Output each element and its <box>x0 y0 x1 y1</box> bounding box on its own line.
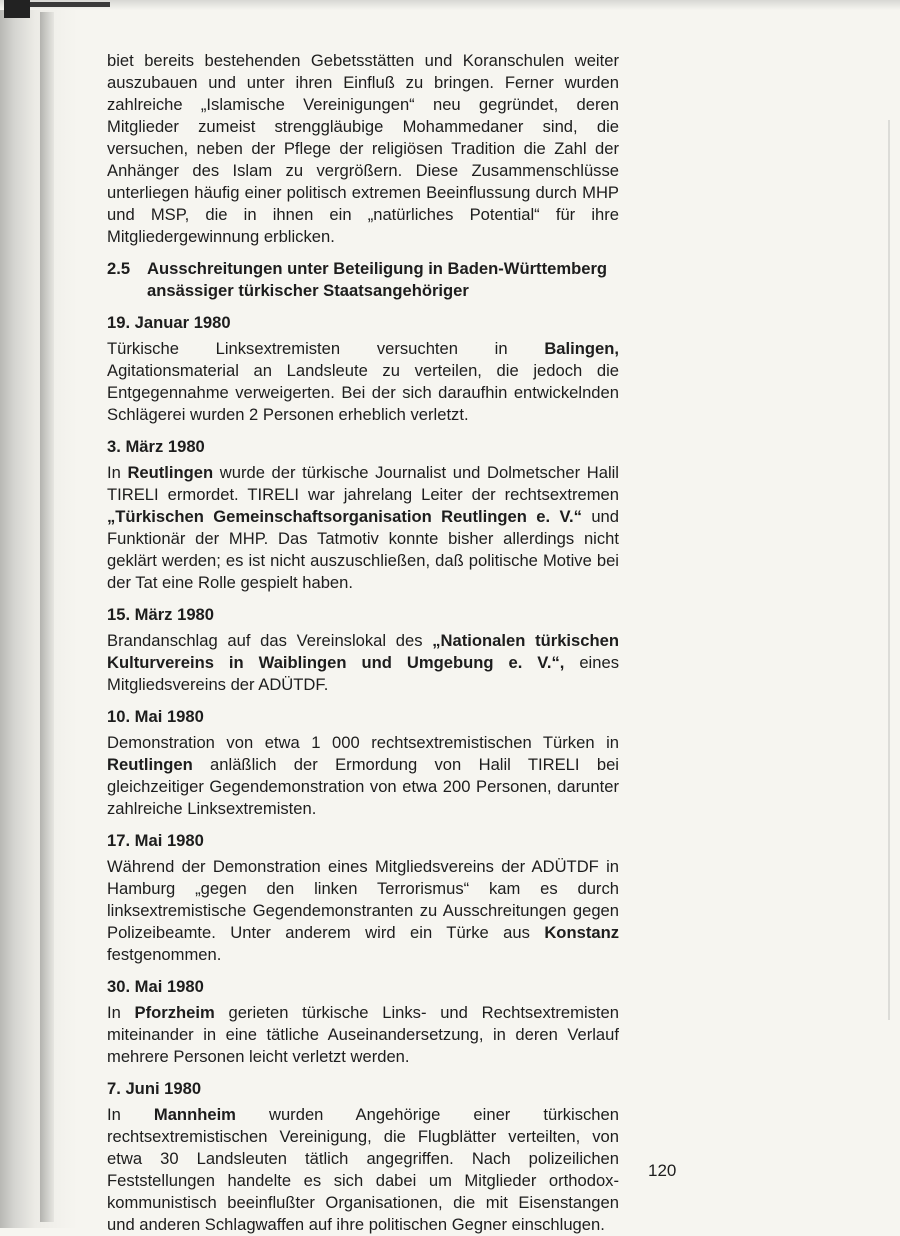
entry-text <box>107 1104 619 1236</box>
entry-text-segment: In <box>107 1105 154 1124</box>
entry-text <box>107 732 619 820</box>
entry-text-segment: Demonstration von etwa 1 000 rechtsextremistischen Türken in <box>107 733 619 752</box>
entry-text-segment: eines Mitgliedsvereins der ADÜTDF. <box>107 653 619 694</box>
entry-text <box>107 856 619 966</box>
entry-text-segment: Türkische Linksextremisten versuchten in <box>107 339 545 358</box>
section-heading <box>107 258 619 302</box>
entry-text-segment: In <box>107 1003 135 1022</box>
entry-text <box>107 462 619 594</box>
top-edge-shadow <box>0 0 900 10</box>
entry-text-segment: wurde der türkische Journalist und Dolmetscher Halil TIRELI ermordet. TIRELI war jahrelang Leiter der rechtsextremen <box>107 463 619 504</box>
entry-text <box>107 338 619 426</box>
entry-date: 19. Januar 1980 <box>107 313 231 332</box>
page-number: 120 <box>648 1161 677 1180</box>
entry-emphasis: Konstanz <box>544 923 619 942</box>
section-number: 2.5 <box>107 259 131 278</box>
entry-emphasis: Reutlingen <box>107 755 193 774</box>
entry-text-segment: Brandanschlag auf das Vereinslokal des <box>107 631 433 650</box>
entry-date: 15. März 1980 <box>107 605 215 624</box>
entry-date: 17. Mai 1980 <box>107 831 204 850</box>
section-title: Ausschreitungen unter Beteiligung in Baden-Württemberg ansässiger türkischer Staatsangehöriger <box>147 259 608 300</box>
entry-emphasis: Pforzheim <box>134 1003 215 1022</box>
binding-strip <box>40 12 54 1222</box>
entry-date: 7. Juni 1980 <box>107 1079 202 1098</box>
scan-corner-mark <box>4 0 30 18</box>
entry-text-segment: In <box>107 463 128 482</box>
page-binding-shadow <box>0 0 78 1228</box>
right-edge-line <box>888 120 890 1020</box>
entry-text <box>107 1002 619 1068</box>
entry-date: 30. Mai 1980 <box>107 977 204 996</box>
entry-text-segment: anläßlich der Ermordung von Halil TIRELI bei gleichzeitiger Gegendemonstration von etwa 200 Personen, darunter zahlreiche Linksextremisten. <box>107 755 619 818</box>
intro-paragraph: biet bereits bestehenden Gebetsstätten und Koranschulen weiter auszubauen und unter ihren Einfluß zu bringen. Ferner wurden zahlreiche „Islamische Vereinigungen“ neu gegründet, deren Mitglieder zumeist strenggläubige Mohammedaner sind, die versuchen, neben der Pflege der religiösen Tradition die Zahl der Anhänger des Islam zu vergrößern. Diese Zusammenschlüsse unterliegen häufig einer politisch extremen Beeinflussung durch MHP und MSP, die in ihnen ein „natürliches Potential“ für ihre Mitgliedergewinnung erblicken. <box>107 51 619 246</box>
entry-text <box>107 630 619 696</box>
entry-text-segment: gerieten türkische Links- und Rechtsextremisten miteinander in eine tätliche Auseinandersetzung, in deren Verlauf mehrere Personen leicht verletzt werden. <box>107 1003 619 1066</box>
entry-text-segment: Agitationsmaterial an Landsleute zu verteilen, die jedoch die Entgegennahme verweigerten. Bei der sich daraufhin entwickelnden Schlägerei wurden 2 Personen erheblich verletzt. <box>107 361 619 424</box>
entry-date: 10. Mai 1980 <box>107 707 204 726</box>
entry-text-segment: festgenommen. <box>107 945 222 964</box>
scan-edge-mark <box>30 2 110 7</box>
entry-emphasis: „Türkischen Gemeinschaftsorganisation Reutlingen e. V.“ <box>107 507 582 526</box>
page-content <box>107 50 619 1236</box>
entries-list <box>107 312 619 1236</box>
entry-date: 3. März 1980 <box>107 437 205 456</box>
entry-text-segment: und Funktionär der MHP. Das Tatmotiv konnte bisher allerdings nicht geklärt werden; es ist nicht auszuschließen, daß politische Motive bei der Tat eine Rolle gespielt haben. <box>107 507 620 592</box>
entry-text-segment: Während der Demonstration eines Mitgliedsvereins der ADÜTDF in Hamburg „gegen den linken Terrorismus“ kam es durch linksextremistische Gegendemonstranten zu Ausschreitungen gegen Polizeibeamte. Unter anderem wird ein Türke aus <box>107 857 619 942</box>
entry-emphasis: Balingen, <box>544 339 619 358</box>
entry-emphasis: Mannheim <box>153 1105 236 1124</box>
entry-emphasis: „Nationalen türkischen Kulturvereins in Waiblingen und Umgebung e. V.“, <box>107 631 619 672</box>
entry-emphasis: Reutlingen <box>127 463 214 482</box>
entry-text-segment: wurden Angehörige einer türkischen rechtsextremistischen Vereinigung, die Flugblätter verteilten, von etwa 30 Landsleuten tätlich angegriffen. Nach polizeilichen Feststellungen handelte es sich dabei um Mitglieder orthodox-kommunistisch beeinflußter Organisationen, die mit Eisenstangen und anderen Schlagwaffen auf ihre politischen Gegner einschlugen. <box>107 1105 619 1234</box>
